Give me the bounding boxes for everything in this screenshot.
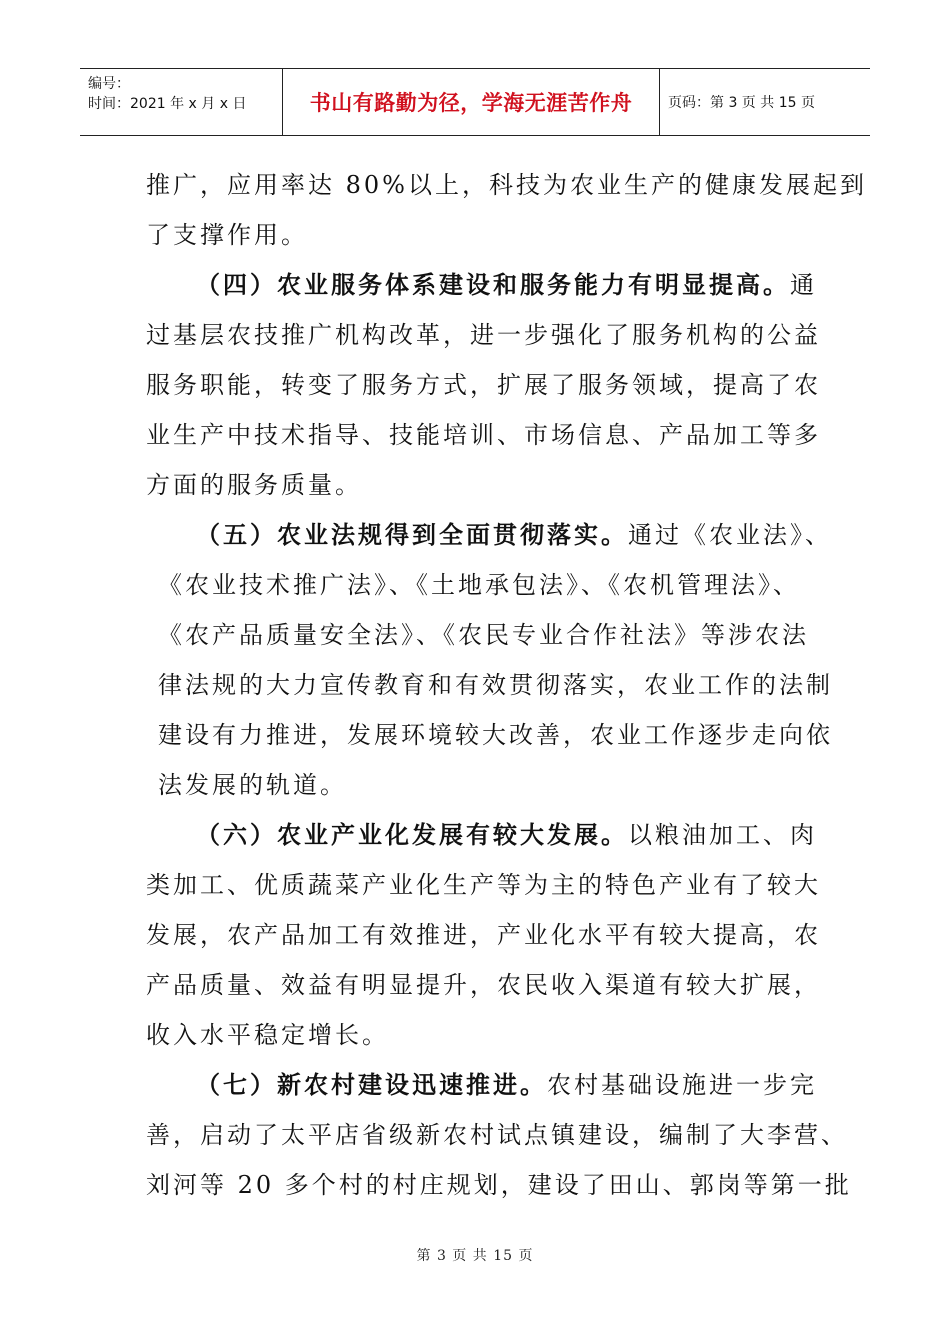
section-heading-7: （七）新农村建设迅速推进。 bbox=[196, 1070, 547, 1099]
text-line: 《农业技术推广法》、《土地承包法》、《农机管理法》、 bbox=[158, 571, 800, 599]
text-line: 善，启动了太平店省级新农村试点镇建设，编制了大李营、 bbox=[146, 1121, 848, 1149]
page-footer: 第 3 页 共 15 页 bbox=[416, 1248, 534, 1264]
page-header bbox=[80, 68, 870, 136]
paragraph-4-first-line bbox=[196, 270, 817, 300]
header-motto: 书山有路勤为径，学海无涯苦作舟 bbox=[309, 91, 633, 115]
text-line: 产品质量、效益有明显提升，农民收入渠道有较大扩展， bbox=[146, 971, 821, 999]
text-run: 通 bbox=[790, 271, 817, 299]
text-line: 推广，应用率达 80%以上，科技为农业生产的健康发展起到 bbox=[146, 171, 867, 199]
text-line: 《农产品质量安全法》、《农民专业合作社法》等涉农法 bbox=[158, 621, 809, 649]
section-heading-6: （六）农业产业化发展有较大发展。 bbox=[196, 820, 628, 849]
text-line: 服务职能，转变了服务方式，扩展了服务领域，提高了农 bbox=[146, 371, 821, 399]
text-run: 农村基础设施进一步完 bbox=[547, 1071, 817, 1099]
text-line: 建设有力推进，发展环境较大改善，农业工作逐步走向依 bbox=[158, 721, 833, 749]
paragraph-7-first-line bbox=[196, 1070, 817, 1100]
paragraph-5-first-line bbox=[196, 520, 832, 550]
text-line: 收入水平稳定增长。 bbox=[146, 1021, 389, 1049]
text-line: 方面的服务质量。 bbox=[146, 471, 362, 499]
text-line: 了支撑作用。 bbox=[146, 221, 308, 249]
header-motto-cell bbox=[283, 69, 660, 135]
text-line: 业生产中技术指导、技能培训、市场信息、产品加工等多 bbox=[146, 421, 821, 449]
text-line: 刘河等 20 多个村的村庄规划，建设了田山、郭岗等第一批 bbox=[146, 1171, 852, 1199]
text-line: 发展，农产品加工有效推进，产业化水平有较大提高，农 bbox=[146, 921, 821, 949]
section-heading-5: （五）农业法规得到全面贯彻落实。 bbox=[196, 520, 628, 549]
section-heading-4: （四）农业服务体系建设和服务能力有明显提高。 bbox=[196, 270, 790, 299]
document-date-label: 时间：2021 年 x 月 x 日 bbox=[88, 96, 247, 112]
header-meta-cell bbox=[80, 69, 283, 135]
text-run: 以粮油加工、肉 bbox=[628, 821, 817, 849]
text-line: 过基层农技推广机构改革，进一步强化了服务机构的公益 bbox=[146, 321, 821, 349]
paragraph-6-first-line bbox=[196, 820, 817, 850]
text-line: 法发展的轨道。 bbox=[158, 771, 347, 799]
header-page-info: 页码：第 3 页 共 15 页 bbox=[668, 95, 815, 111]
header-page-cell bbox=[660, 69, 870, 135]
text-line: 类加工、优质蔬菜产业化生产等为主的特色产业有了较大 bbox=[146, 871, 821, 899]
document-number-label: 编号： bbox=[88, 76, 130, 92]
text-line: 律法规的大力宣传教育和有效贯彻落实，农业工作的法制 bbox=[158, 671, 833, 699]
text-run: 通过《农业法》、 bbox=[628, 521, 832, 549]
